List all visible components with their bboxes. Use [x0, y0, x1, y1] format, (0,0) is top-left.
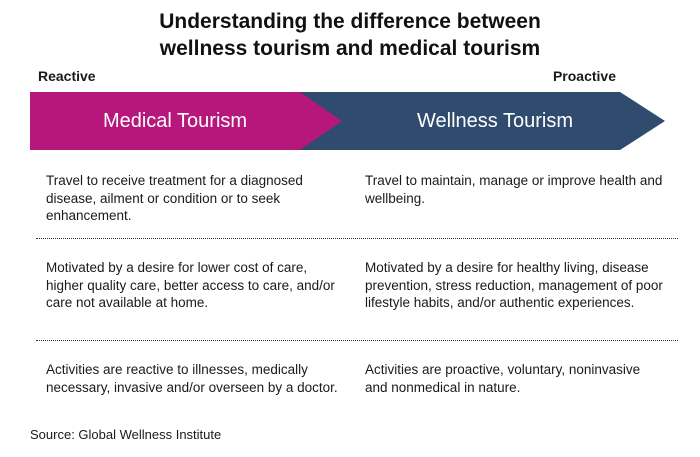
row-divider — [36, 238, 678, 239]
wellness-motivation-text: Motivated by a desire for healthy living, disease prevention, stress reduction, management of poor lifestyle habits, and/or authentic experiences. — [365, 260, 663, 310]
medical-tourism-label: Medical Tourism — [102, 110, 248, 132]
title-line-2: wellness tourism and medical tourism — [159, 37, 541, 60]
wellness-purpose-text: Travel to maintain, manage or improve health and wellbeing. — [365, 173, 663, 206]
medical-activities-text: Activities are reactive to illnesses, medically necessary, invasive and/or overseen by a doctor. — [46, 362, 338, 395]
spectrum-arrow — [0, 0, 700, 160]
title-line-1: Understanding the difference between — [159, 10, 541, 33]
wellness-tourism-label: Wellness Tourism — [417, 110, 573, 132]
medical-motivation-text: Motivated by a desire for lower cost of care, higher quality care, better access to care, and/or care not available at home. — [46, 260, 335, 310]
row-divider — [36, 340, 678, 341]
proactive-label: Proactive — [552, 68, 616, 84]
medical-purpose-text: Travel to receive treatment for a diagnosed disease, ailment or condition or to seek enhancement. — [46, 173, 303, 223]
wellness-activities-text: Activities are proactive, voluntary, noninvasive and nonmedical in nature. — [365, 362, 641, 395]
reactive-label: Reactive — [38, 68, 96, 84]
source-note: Source: Global Wellness Institute — [30, 427, 222, 442]
